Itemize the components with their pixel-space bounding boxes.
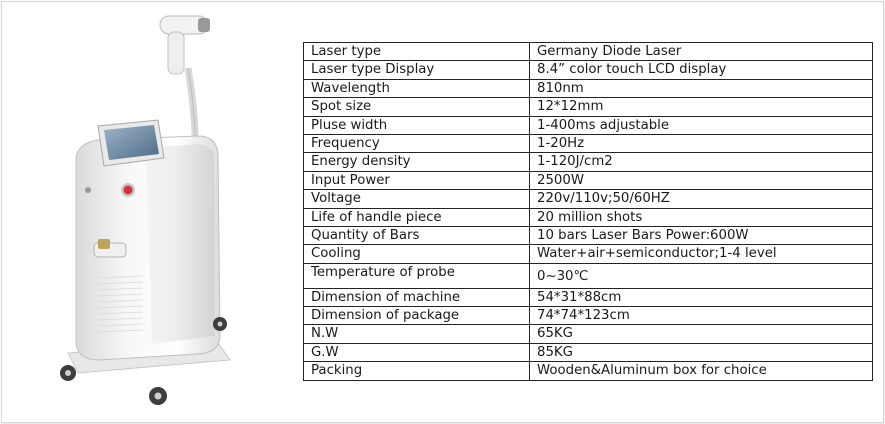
spec-label: Life of handle piece: [304, 208, 530, 226]
spec-value: 74*74*123cm: [530, 307, 873, 325]
spec-value: 0~30℃: [530, 263, 873, 288]
spec-row: [304, 288, 873, 306]
spec-row: [304, 245, 873, 263]
spec-label: Dimension of machine: [304, 288, 530, 306]
spec-label: Cooling: [304, 245, 530, 263]
spec-value: 1-120J/cm2: [530, 153, 873, 171]
spec-label: Quantity of Bars: [304, 226, 530, 244]
spec-label: Temperature of probe: [304, 263, 530, 288]
spec-row: [304, 226, 873, 244]
spec-value: Water+air+semiconductor;1-4 level: [530, 245, 873, 263]
spec-row: [304, 134, 873, 152]
spec-row: [304, 325, 873, 343]
laser-machine-image: [48, 8, 248, 413]
spec-label: G.W: [304, 343, 530, 361]
spec-value: 1-20Hz: [530, 134, 873, 152]
spec-value: 12*12mm: [530, 98, 873, 116]
spec-value: 2500W: [530, 171, 873, 189]
spec-label: Voltage: [304, 190, 530, 208]
spec-label: Pluse width: [304, 116, 530, 134]
spec-label: Wavelength: [304, 79, 530, 97]
spec-row: [304, 153, 873, 171]
spec-row: [304, 98, 873, 116]
spec-row: [304, 307, 873, 325]
spec-value: Wooden&Aluminum box for choice: [530, 362, 873, 380]
spec-row: [304, 190, 873, 208]
spec-row: [304, 343, 873, 361]
spec-row: [304, 263, 873, 288]
spec-value: 54*31*88cm: [530, 288, 873, 306]
spec-label: Spot size: [304, 98, 530, 116]
spec-label: Dimension of package: [304, 307, 530, 325]
spec-value: 8.4” color touch LCD display: [530, 61, 873, 79]
spec-row: [304, 43, 873, 61]
spec-label: Laser type Display: [304, 61, 530, 79]
spec-row: [304, 171, 873, 189]
spec-value: 20 million shots: [530, 208, 873, 226]
spec-value: 10 bars Laser Bars Power:600W: [530, 226, 873, 244]
spec-label: Frequency: [304, 134, 530, 152]
spec-label: N.W: [304, 325, 530, 343]
spec-label: Packing: [304, 362, 530, 380]
spec-row: [304, 79, 873, 97]
spec-label: Energy density: [304, 153, 530, 171]
spec-value: 810nm: [530, 79, 873, 97]
spec-value: 1-400ms adjustable: [530, 116, 873, 134]
spec-value: 85KG: [530, 343, 873, 361]
spec-label: Laser type: [304, 43, 530, 61]
spec-row: [304, 116, 873, 134]
spec-value: 65KG: [530, 325, 873, 343]
spec-row: [304, 208, 873, 226]
spec-row: [304, 362, 873, 380]
spec-row: [304, 61, 873, 79]
specification-table: [303, 42, 873, 381]
spec-label: Input Power: [304, 171, 530, 189]
spec-value: Germany Diode Laser: [530, 43, 873, 61]
spec-value: 220v/110v;50/60HZ: [530, 190, 873, 208]
